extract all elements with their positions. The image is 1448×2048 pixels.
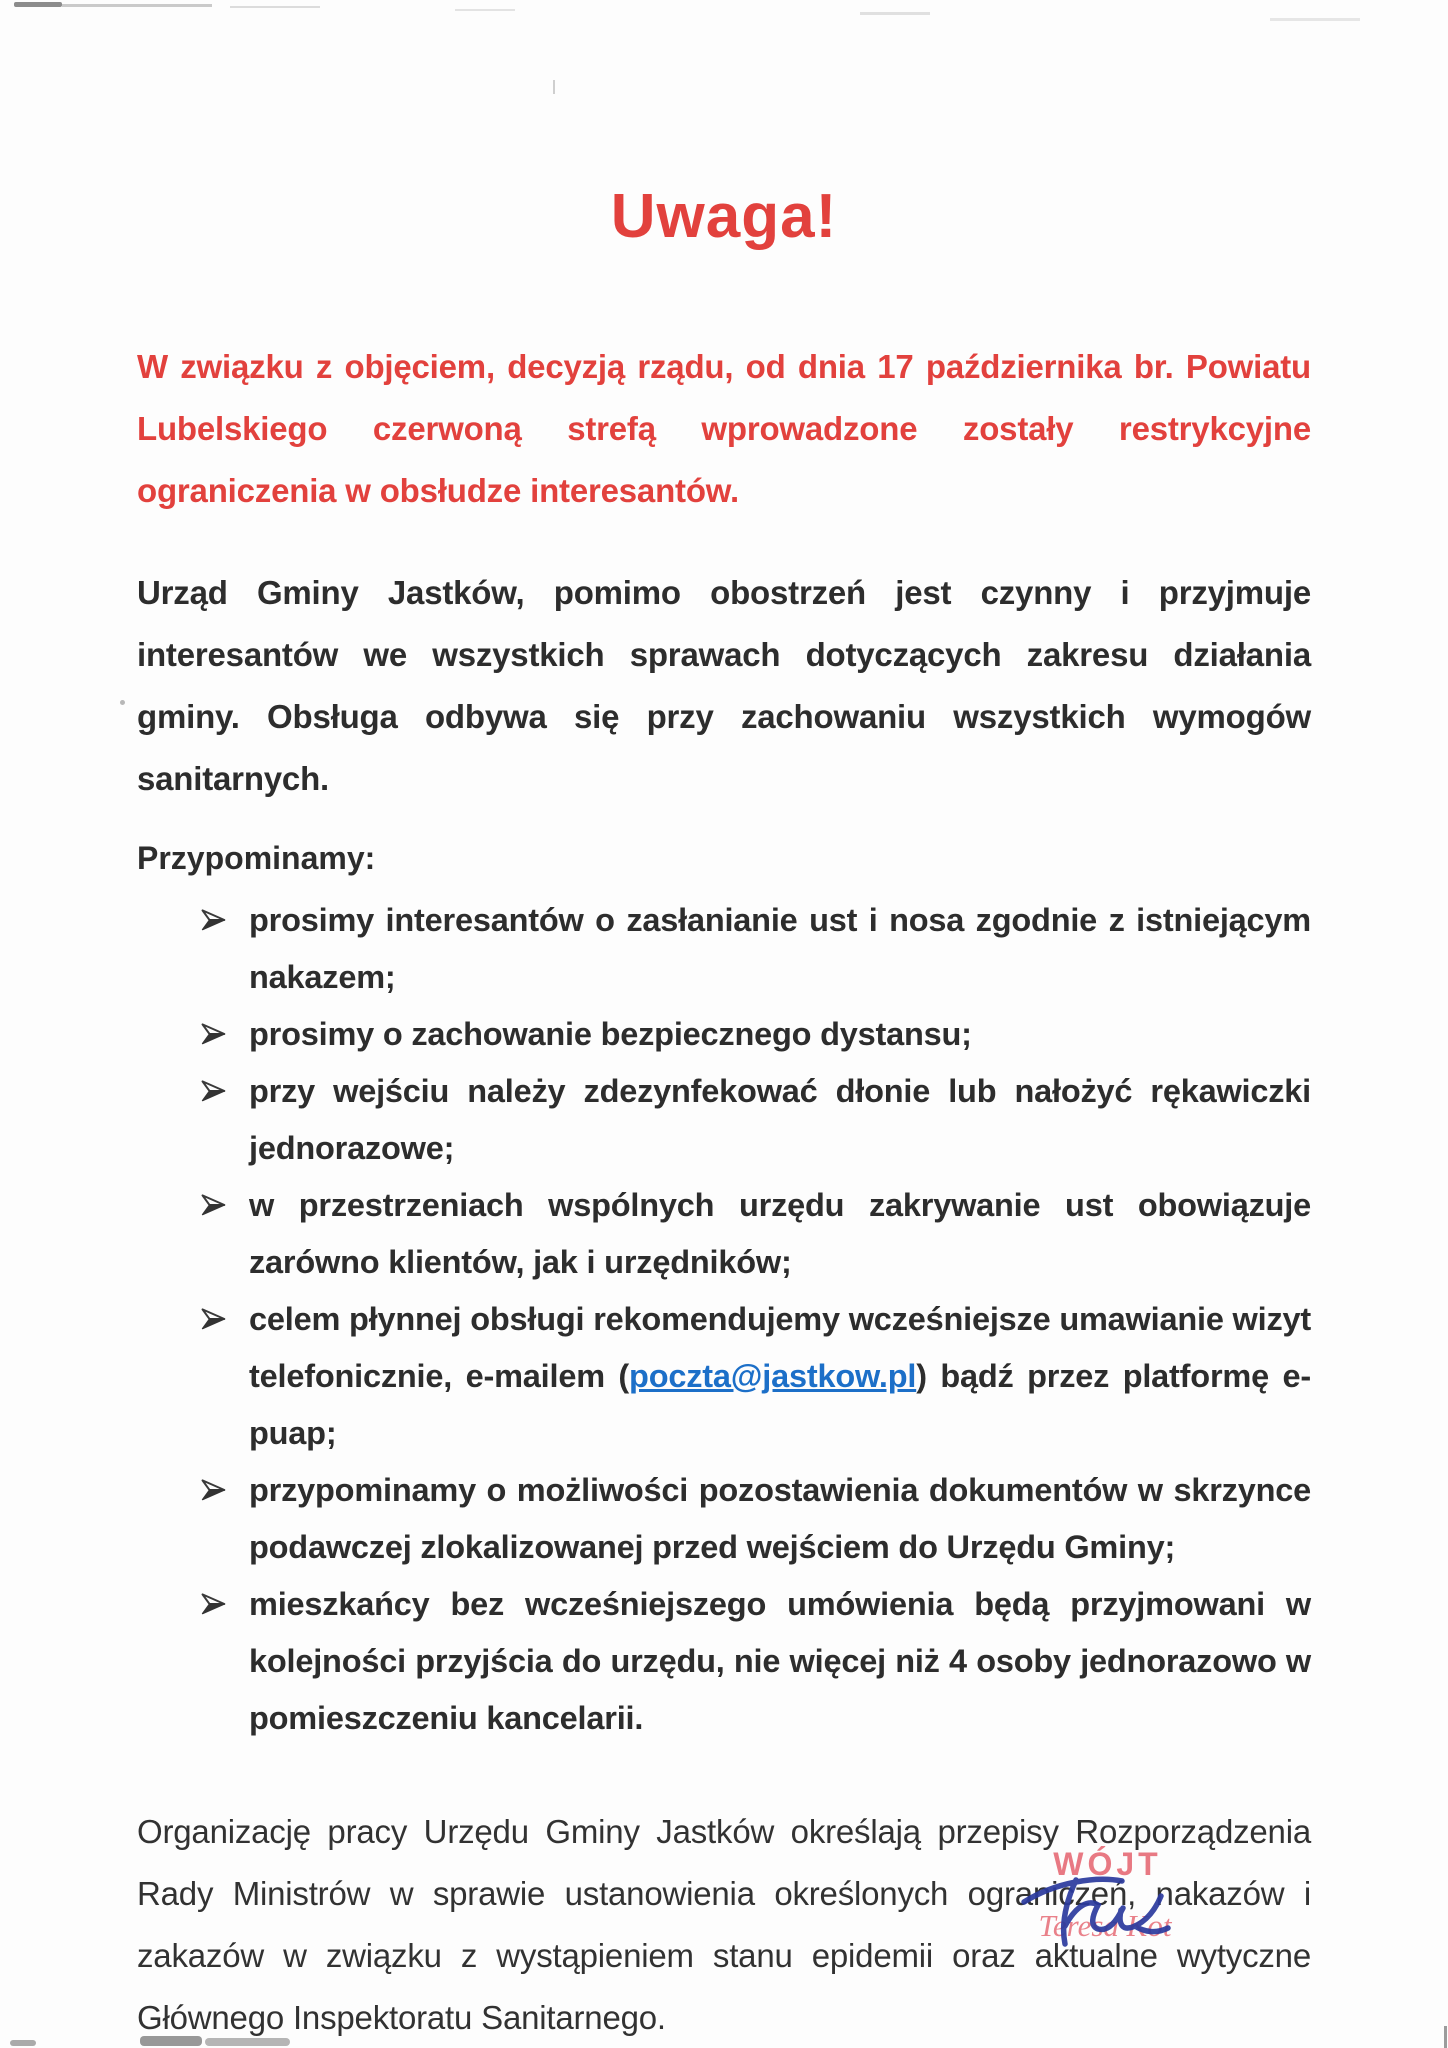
arrow-bullet-icon [199, 1077, 227, 1105]
arrow-bullet-icon [199, 1191, 227, 1219]
list-item [199, 1063, 1311, 1177]
email-link[interactable]: poczta@jastkow.pl [629, 1358, 917, 1394]
arrow-bullet-icon [199, 906, 227, 934]
arrow-bullet-icon [199, 1305, 227, 1333]
opening-paragraph: Urząd Gminy Jastków, pomimo obostrzeń jest czynny i przyjmuje interesantów we wszystkich sprawach dotyczących zakresu działania gminy. Obsługa odbywa się przy zachowaniu wszystkich wymogów sanitarnych. [137, 574, 1311, 797]
list-item-text: prosimy interesantów o zasłanianie ust i nosa zgodnie z istniejącym nakazem; [249, 902, 1311, 995]
arrow-bullet-icon [199, 1020, 227, 1048]
notice-body [137, 0, 1311, 2048]
scan-artifact [1444, 2026, 1447, 2048]
list-item-text: prosimy o zachowanie bezpiecznego dystansu; [249, 1016, 972, 1052]
list-item [199, 1177, 1311, 1291]
list-item-text [249, 1301, 1311, 1451]
notice-title: Uwaga! [610, 182, 838, 251]
reminders-list [137, 892, 1311, 1747]
scan-artifact [120, 700, 125, 705]
list-item-text: przy wejściu należy zdezynfekować dłonie lub nałożyć rękawiczki jednorazowe; [249, 1073, 1311, 1166]
stamp-name: Teresa Kot [1038, 1908, 1172, 1943]
scan-artifact [14, 2, 62, 7]
list-item [199, 1576, 1311, 1747]
reminders-heading: Przypominamy: [137, 840, 376, 876]
signature-block [1000, 1846, 1215, 1943]
list-item-text-after-link: ) bądź przez platformę e-puap; [249, 1358, 1311, 1451]
list-item [199, 1462, 1311, 1576]
arrow-bullet-icon [199, 1590, 227, 1618]
list-item [199, 1291, 1311, 1462]
list-item [199, 892, 1311, 1006]
list-item-text-before-link: celem płynnej obsługi rekomendujemy wcześniejsze umawianie wizyt telefonicznie, e-mailem ( [249, 1301, 1311, 1394]
closing-paragraph: Organizację pracy Urzędu Gminy Jastków określają przepisy Rozporządzenia Rady Ministrów w sprawie ustanowienia określonych ograniczeń, nakazów i zakazów w związku z wystąpieniem stanu epidemii oraz aktualne wytyczne Głównego Inspektoratu Sanitarnego. [137, 1813, 1311, 2036]
list-item [199, 1006, 1311, 1063]
list-item-text: przypominamy o możliwości pozostawienia dokumentów w skrzynce podawczej zlokalizowanej przed wejściem do Urzędu Gminy; [249, 1472, 1311, 1565]
stamp-role-title: WÓJT [1053, 1846, 1162, 1882]
list-item-text: w przestrzeniach wspólnych urzędu zakrywanie ust obowiązuje zarówno klientów, jak i urzędników; [249, 1187, 1311, 1280]
list-item-text: mieszkańcy bez wcześniejszego umówienia będą przyjmowani w kolejności przyjścia do urzędu, nie więcej niż 4 osoby jednorazowo w pomieszczeniu kancelarii. [249, 1586, 1311, 1736]
arrow-bullet-icon [199, 1476, 227, 1504]
scan-artifact [10, 2040, 36, 2046]
handwritten-signature-icon [1018, 1868, 1183, 1963]
intro-paragraph: W związku z objęciem, decyzją rządu, od dnia 17 października br. Powiatu Lubelskiego czerwoną strefą wprowadzone zostały restrykcyjne ograniczenia w obsłudze interesantów. [137, 348, 1311, 509]
